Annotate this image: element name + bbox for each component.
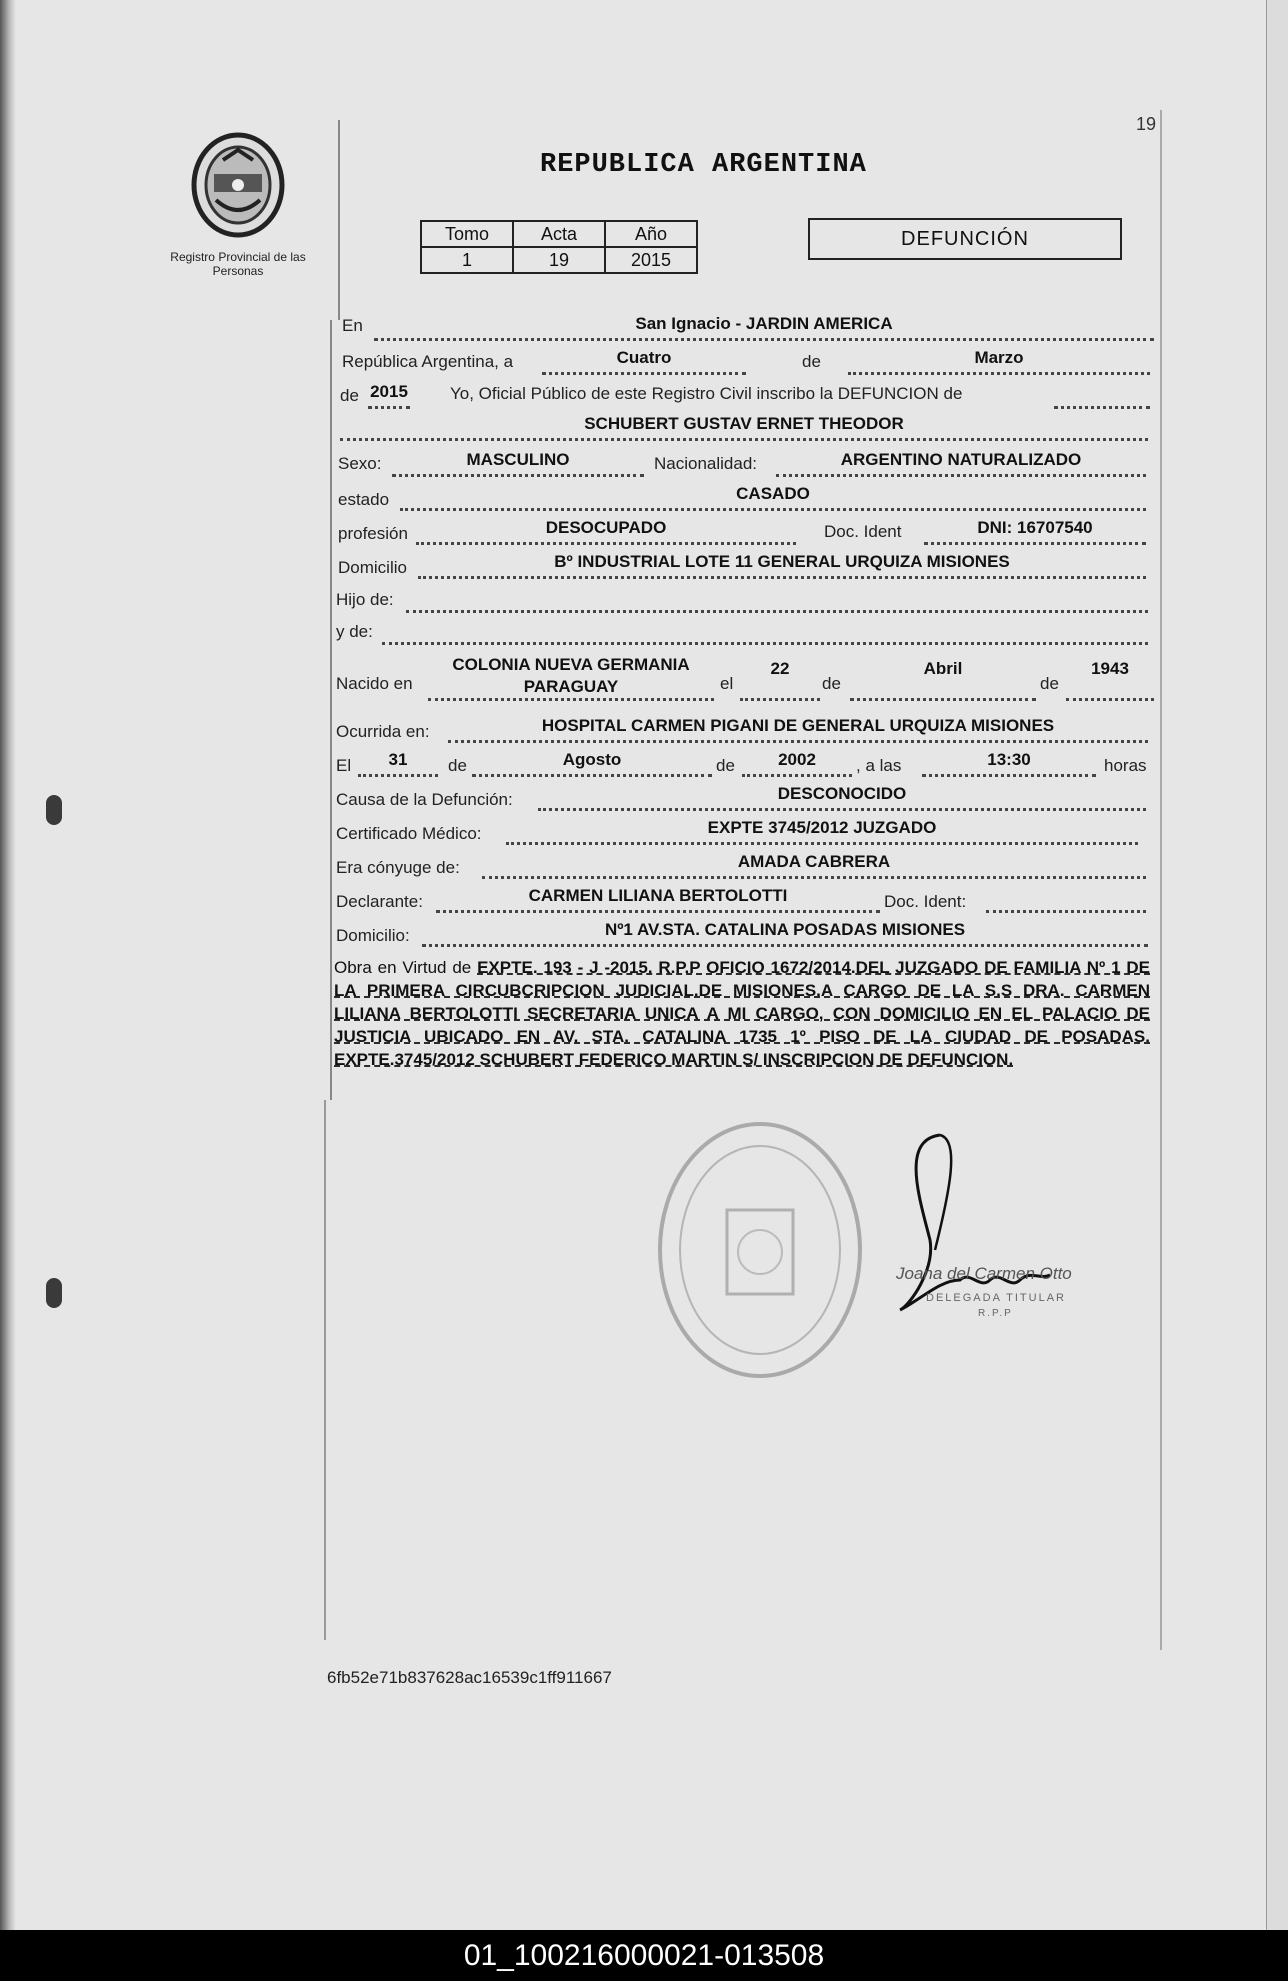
field-declarante-domicilio: Nº1 AV.STA. CATALINA POSADAS MISIONES xyxy=(422,920,1148,947)
nacido-lugar-line-2: PARAGUAY xyxy=(523,677,619,696)
document-type-box: DEFUNCIÓN xyxy=(808,218,1122,260)
label-causa: Causa de la Defunción: xyxy=(336,790,513,809)
form-row-causa xyxy=(336,784,1156,810)
field-conyuge: AMADA CABRERA xyxy=(482,852,1146,879)
label-nacido-en: Nacido en xyxy=(336,674,413,693)
label-de: de xyxy=(448,756,467,775)
form-row-fecha xyxy=(336,348,1156,374)
label-de: de xyxy=(1040,674,1059,693)
punch-hole xyxy=(46,1278,62,1308)
obra-en-virtud-text xyxy=(334,956,1150,1071)
field-nacido-lugar xyxy=(428,654,714,701)
field-filler xyxy=(1054,382,1150,409)
field-nacido-anio: 1943 xyxy=(1066,654,1154,701)
field-y-de xyxy=(382,618,1148,645)
field-declarante: CARMEN LILIANA BERTOLOTTI xyxy=(436,886,880,913)
field-doc-ident: DNI: 16707540 xyxy=(924,518,1146,545)
field-profesion: DESOCUPADO xyxy=(416,518,796,545)
table-header: Año xyxy=(605,221,697,247)
label-y-de: y de: xyxy=(336,622,373,641)
field-nacionalidad: ARGENTINO NATURALIZADO xyxy=(776,450,1146,477)
field-dia: Cuatro xyxy=(542,348,746,375)
table-cell: 2015 xyxy=(605,247,697,273)
field-lugar: San Ignacio - JARDIN AMERICA xyxy=(374,314,1154,341)
margin-line xyxy=(338,120,340,320)
document-hash: 6fb52e71b837628ac16539c1ff911667 xyxy=(327,1668,612,1687)
label-de: de xyxy=(822,674,841,693)
form-row-hijo-de xyxy=(336,586,1156,612)
scan-footer-id: 01_100216000021-013508 xyxy=(0,1930,1288,1981)
page-number: 19 xyxy=(1136,114,1157,134)
field-def-mes: Agosto xyxy=(472,750,712,777)
form-row-anio xyxy=(336,382,1156,408)
label-estado: estado xyxy=(338,490,390,509)
field-def-anio: 2002 xyxy=(742,750,852,777)
field-estado: CASADO xyxy=(400,484,1146,511)
field-nacido-dia: 22 xyxy=(740,654,820,701)
label-domicilio: Domicilio: xyxy=(336,926,410,945)
form-row-domicilio xyxy=(336,552,1156,578)
page-title: REPUBLICA ARGENTINA xyxy=(540,150,867,180)
table-cell: 19 xyxy=(513,247,605,273)
field-anio: 2015 xyxy=(368,382,410,409)
label-horas: horas xyxy=(1104,756,1147,775)
label-nacionalidad: Nacionalidad: xyxy=(654,454,758,473)
label-doc-ident: Doc. Ident xyxy=(824,522,902,541)
label-el: el xyxy=(720,674,734,693)
form-row-y-de xyxy=(336,618,1156,644)
record-table xyxy=(420,220,698,274)
right-margin-line xyxy=(1160,110,1162,1650)
signature-name: Joana del Carmen Otto xyxy=(896,1264,1072,1283)
form-row-fecha-defuncion xyxy=(336,750,1156,776)
punch-hole xyxy=(46,795,62,825)
field-domicilio: Bº INDUSTRIAL LOTE 11 GENERAL URQUIZA MISIONES xyxy=(418,552,1146,579)
table-header: Acta xyxy=(513,221,605,247)
label-sexo: Sexo: xyxy=(338,454,382,473)
form-row-certificado xyxy=(336,818,1156,844)
form-row-nombre xyxy=(336,414,1156,440)
label-doc-ident: Doc. Ident: xyxy=(884,892,967,911)
paper-left-edge xyxy=(0,0,16,1930)
form-row-domicilio-declarante xyxy=(336,920,1156,946)
form-row-conyuge xyxy=(336,852,1156,878)
label-ocurrida-en: Ocurrida en: xyxy=(336,722,430,741)
nacido-lugar-line-1: COLONIA NUEVA GERMANIA xyxy=(452,655,690,674)
table-header: Tomo xyxy=(421,221,513,247)
field-sexo: MASCULINO xyxy=(392,450,644,477)
bottom-margin-line xyxy=(324,1100,326,1640)
form-margin-line xyxy=(330,320,332,1100)
label-de: de xyxy=(802,352,821,371)
form-row-ocurrida xyxy=(336,716,1156,742)
label-el: El xyxy=(336,756,352,775)
label-conyuge: Era cónyuge de: xyxy=(336,858,460,877)
field-certificado: EXPTE 3745/2012 JUZGADO xyxy=(506,818,1138,845)
obra-label: Obra en Virtud de xyxy=(334,958,472,977)
obra-content: EXPTE. 193 - J -2015. R.P.P OFICIO 1672/2014.DEL JUZGADO DE FAMILIA Nº 1 DE LA PRIMERA CIRCUBCRIPCION JUDICIAL.DE MISIONES.A CARGO DE LA S.S DRA. CARMEN LILIANA BERTOLOTTI SECRETARIA UNICA A MI CARGO, CON DOMICILIO EN EL PALACIO DE JUSTICIA UBICADO EN AV. STA. CATALINA 1735 1º PISO DE LA CIUDAD DE POSADAS. EXPTE.3745/2012 SCHUBERT FEDERICO MARTIN S/ INSCRIPCION DE DEFUNCION. xyxy=(334,958,1150,1069)
adjacent-page-strip xyxy=(1266,0,1288,1930)
label-domicilio: Domicilio xyxy=(338,558,407,577)
label-de: de xyxy=(716,756,735,775)
label-yo: Yo, Oficial Público de este Registro Civil inscribo la DEFUNCION de xyxy=(450,384,963,403)
label-declarante: Declarante: xyxy=(336,892,423,911)
field-nacido-mes: Abril xyxy=(850,654,1036,701)
form-row-sexo xyxy=(336,450,1156,476)
field-causa: DESCONOCIDO xyxy=(538,784,1146,811)
label-a-las: , a las xyxy=(856,756,902,775)
field-def-dia: 31 xyxy=(358,750,438,777)
form-row-nacido xyxy=(336,654,1156,704)
table-cell: 1 xyxy=(421,247,513,273)
label-de: de xyxy=(340,386,359,405)
form-row-estado xyxy=(336,484,1156,510)
field-mes: Marzo xyxy=(848,348,1150,375)
label-profesion: profesión xyxy=(338,524,408,543)
official-stamp-icon xyxy=(655,1118,865,1383)
label-hijo-de: Hijo de: xyxy=(336,590,394,609)
field-declarante-doc xyxy=(986,886,1146,913)
field-nombre: SCHUBERT GUSTAV ERNET THEODOR xyxy=(340,414,1148,441)
form-row-declarante xyxy=(336,886,1156,912)
label-republica: República Argentina, a xyxy=(342,352,514,371)
field-hijo-de xyxy=(406,586,1148,613)
signature-role: DELEGADA TITULAR xyxy=(926,1292,1066,1304)
label-certificado: Certificado Médico: xyxy=(336,824,482,843)
field-def-hora: 13:30 xyxy=(922,750,1096,777)
province-seal-icon xyxy=(188,130,288,240)
registry-name: Registro Provincial de las Personas xyxy=(170,250,306,278)
field-ocurrida: HOSPITAL CARMEN PIGANI DE GENERAL URQUIZA MISIONES xyxy=(448,716,1148,743)
label-en: En xyxy=(342,316,363,335)
form-row-profesion xyxy=(336,518,1156,544)
form-row-lugar xyxy=(336,314,1156,340)
signature-sub: R.P.P xyxy=(978,1308,1013,1319)
